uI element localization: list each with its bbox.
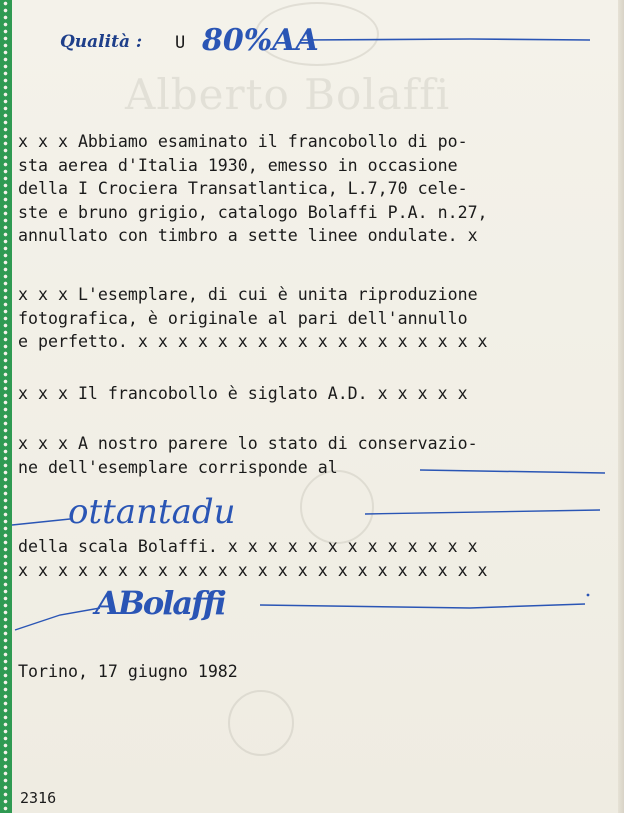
date-line: Torino, 17 giugno 1982 [18, 662, 238, 681]
paragraph-scale: della scala Bolaffi. x x x x x x x x x x x x x x x x x x x x x x x x x x x x x x x x x x x x x [18, 537, 488, 580]
watermark-text: Alberto Bolaffi [125, 70, 451, 119]
condition-underline-left [12, 519, 70, 525]
paragraph-condition: x x x A nostro parere lo stato di conservazio- ne dell'esemplare corrisponde al [18, 434, 478, 477]
signature-stroke-left [15, 608, 100, 630]
signature-dot [587, 594, 590, 597]
signature-underline [260, 604, 585, 608]
certificate-number: 2316 [20, 789, 57, 807]
condition-handwritten: ottantadu [68, 492, 236, 532]
condition-underline-right [365, 510, 600, 514]
signature-handwritten: ABolaffi [95, 584, 225, 622]
paragraph-signature-mark: x x x Il francobollo è siglato A.D. x x x x x [18, 384, 468, 403]
quality-prefix: U [175, 33, 186, 53]
paragraph-authenticity: x x x L'esemplare, di cui è unita riproduzione fotografica, è originale al pari dell'annullo e perfetto. x x x x x x x x x x x x x x x x x x [18, 285, 488, 351]
paragraph-stamp-description: x x x Abbiamo esaminato il francobollo di po- sta aerea d'Italia 1930, emesso in occasione della I Crociera Transatlantica, L.7,70 cele- ste e bruno grigio, catalogo Bolaffi P.A. n.27, annullato con timbro a sette linee ondulate. x [18, 132, 488, 245]
quality-handwritten: 80%AA [202, 23, 319, 58]
quality-underline [300, 39, 590, 40]
quality-label: Qualità : [60, 32, 143, 52]
